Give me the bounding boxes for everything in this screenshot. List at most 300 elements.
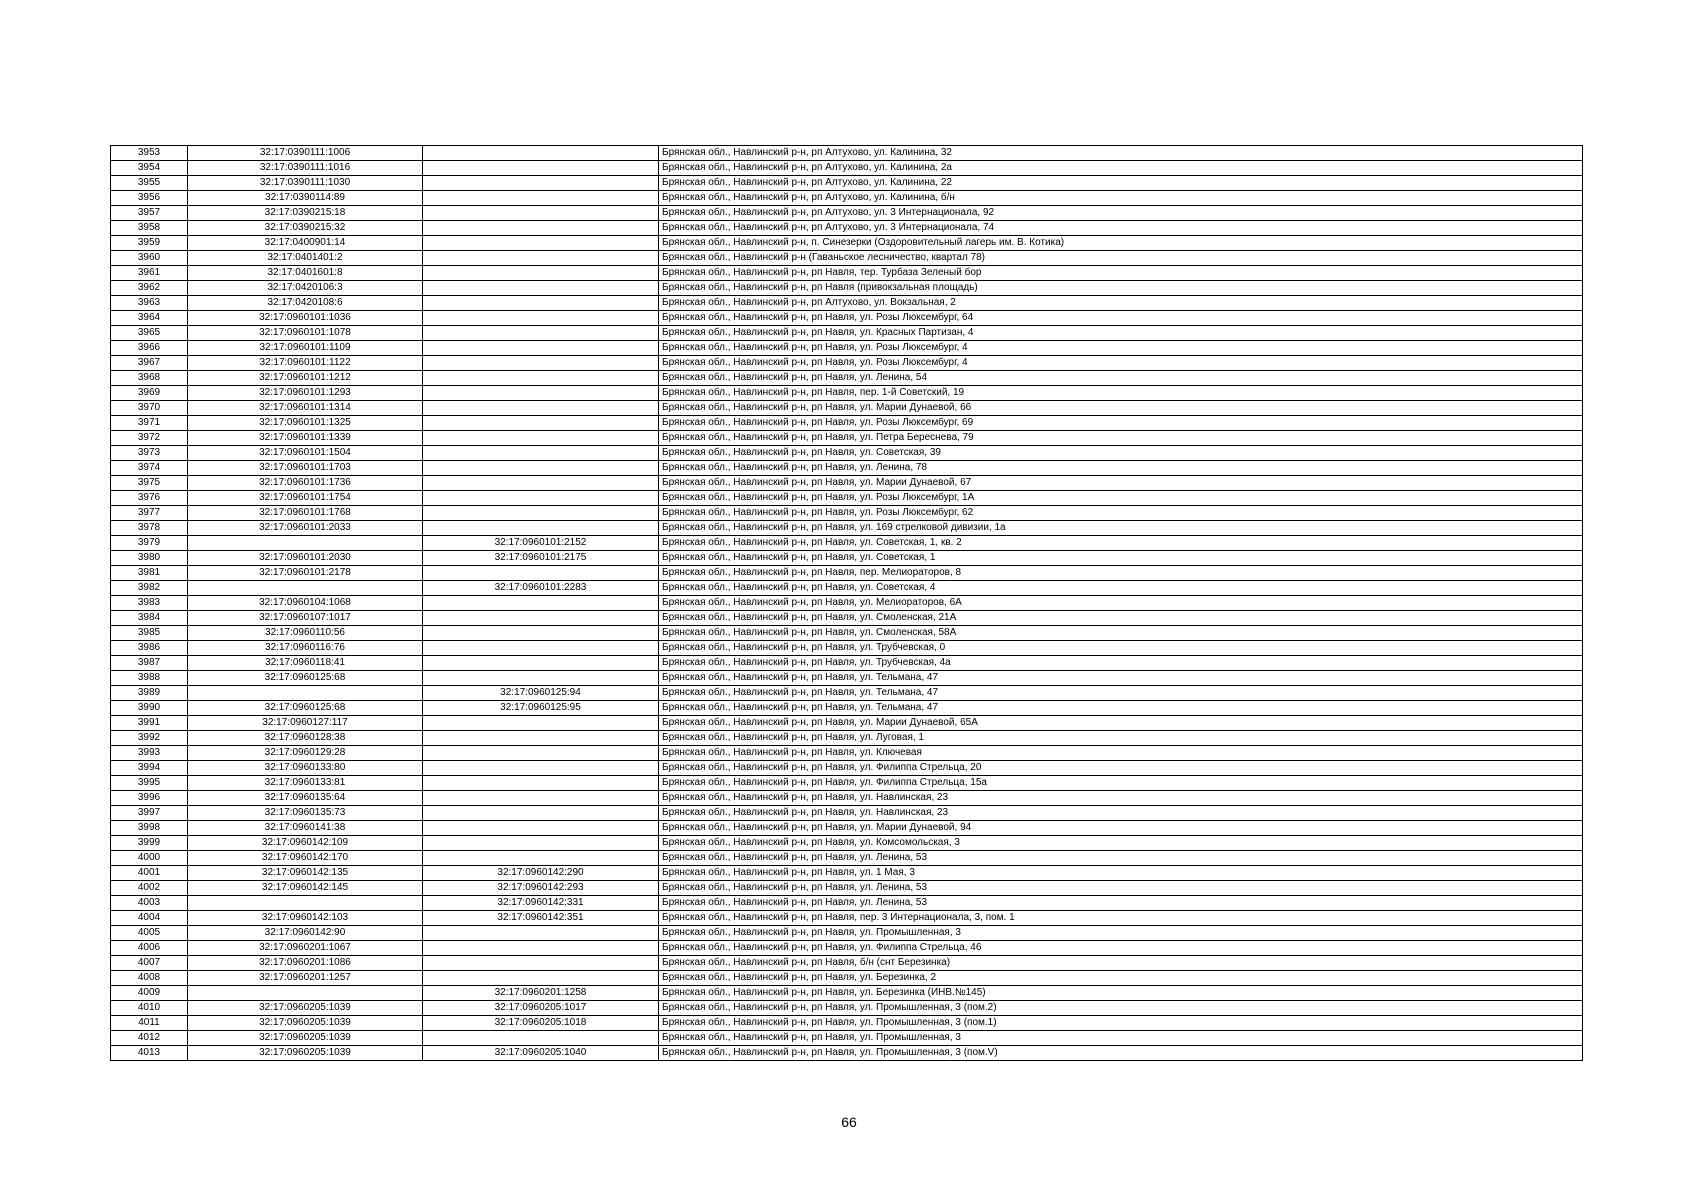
address-cell: Брянская обл., Навлинский р-н, рп Навля, ул. Ленина, 53 (659, 896, 1583, 911)
cadastral-number-cell: 32:17:0960127:117 (188, 716, 423, 731)
property-register-table (110, 145, 1583, 1061)
table-row (111, 551, 1583, 566)
table-row (111, 986, 1583, 1001)
address-cell: Брянская обл., Навлинский р-н, рп Навля, ул. Промышленная, 3 (659, 926, 1583, 941)
row-number-cell: 3964 (111, 311, 188, 326)
row-number-cell: 4009 (111, 986, 188, 1001)
premises-cadastral-number-cell (423, 941, 659, 956)
premises-cadastral-number-cell (423, 746, 659, 761)
cadastral-number-cell (188, 896, 423, 911)
premises-cadastral-number-cell (423, 761, 659, 776)
table-row (111, 611, 1583, 626)
table-row (111, 491, 1583, 506)
premises-cadastral-number-cell (423, 221, 659, 236)
cadastral-number-cell: 32:17:0960101:1768 (188, 506, 423, 521)
premises-cadastral-number-cell (423, 806, 659, 821)
property-register-body (111, 146, 1583, 1061)
cadastral-number-cell: 32:17:0960135:64 (188, 791, 423, 806)
premises-cadastral-number-cell (423, 266, 659, 281)
cadastral-number-cell: 32:17:0960129:28 (188, 746, 423, 761)
row-number-cell: 3981 (111, 566, 188, 581)
table-row (111, 431, 1583, 446)
cadastral-number-cell: 32:17:0960205:1039 (188, 1016, 423, 1031)
row-number-cell: 3994 (111, 761, 188, 776)
address-cell: Брянская обл., Навлинский р-н, рп Навля, ул. Марии Дунаевой, 66 (659, 401, 1583, 416)
address-cell: Брянская обл., Навлинский р-н, рп Навля, ул. Тельмана, 47 (659, 686, 1583, 701)
table-row (111, 701, 1583, 716)
cadastral-number-cell: 32:17:0960116:76 (188, 641, 423, 656)
row-number-cell: 3983 (111, 596, 188, 611)
premises-cadastral-number-cell: 32:17:0960205:1018 (423, 1016, 659, 1031)
premises-cadastral-number-cell (423, 671, 659, 686)
cadastral-number-cell: 32:17:0390111:1006 (188, 146, 423, 161)
address-cell: Брянская обл., Навлинский р-н, рп Навля, пер. 1-й Советский, 19 (659, 386, 1583, 401)
premises-cadastral-number-cell (423, 176, 659, 191)
row-number-cell: 3977 (111, 506, 188, 521)
cadastral-number-cell: 32:17:0960101:1122 (188, 356, 423, 371)
row-number-cell: 3971 (111, 416, 188, 431)
cadastral-number-cell (188, 581, 423, 596)
row-number-cell: 3953 (111, 146, 188, 161)
cadastral-number-cell: 32:17:0420106:3 (188, 281, 423, 296)
cadastral-number-cell: 32:17:0960201:1086 (188, 956, 423, 971)
premises-cadastral-number-cell (423, 206, 659, 221)
table-row (111, 941, 1583, 956)
address-cell: Брянская обл., Навлинский р-н, рп Навля (привокзальная площадь) (659, 281, 1583, 296)
table-row (111, 536, 1583, 551)
cadastral-number-cell: 32:17:0960101:1736 (188, 476, 423, 491)
cadastral-number-cell: 32:17:0960118:41 (188, 656, 423, 671)
cadastral-number-cell: 32:17:0960128:38 (188, 731, 423, 746)
table-row (111, 596, 1583, 611)
row-number-cell: 3992 (111, 731, 188, 746)
table-row (111, 341, 1583, 356)
cadastral-number-cell: 32:17:0420108:6 (188, 296, 423, 311)
premises-cadastral-number-cell (423, 431, 659, 446)
table-row (111, 761, 1583, 776)
table-row (111, 1046, 1583, 1061)
row-number-cell: 3970 (111, 401, 188, 416)
premises-cadastral-number-cell: 32:17:0960125:94 (423, 686, 659, 701)
row-number-cell: 3991 (111, 716, 188, 731)
premises-cadastral-number-cell (423, 626, 659, 641)
address-cell: Брянская обл., Навлинский р-н, рп Навля, ул. Ленина, 53 (659, 881, 1583, 896)
cadastral-number-cell: 32:17:0960101:1078 (188, 326, 423, 341)
row-number-cell: 3990 (111, 701, 188, 716)
premises-cadastral-number-cell (423, 971, 659, 986)
premises-cadastral-number-cell (423, 596, 659, 611)
premises-cadastral-number-cell: 32:17:0960201:1258 (423, 986, 659, 1001)
premises-cadastral-number-cell: 32:17:0960142:293 (423, 881, 659, 896)
cadastral-number-cell: 32:17:0960201:1257 (188, 971, 423, 986)
row-number-cell: 3996 (111, 791, 188, 806)
premises-cadastral-number-cell (423, 386, 659, 401)
premises-cadastral-number-cell: 32:17:0960101:2283 (423, 581, 659, 596)
row-number-cell: 3997 (111, 806, 188, 821)
row-number-cell: 4010 (111, 1001, 188, 1016)
table-row (111, 401, 1583, 416)
premises-cadastral-number-cell: 32:17:0960142:351 (423, 911, 659, 926)
row-number-cell: 3959 (111, 236, 188, 251)
address-cell: Брянская обл., Навлинский р-н, рп Алтухово, ул. 3 Интернационала, 92 (659, 206, 1583, 221)
address-cell: Брянская обл., Навлинский р-н, рп Навля, ул. Марии Дунаевой, 65А (659, 716, 1583, 731)
address-cell: Брянская обл., Навлинский р-н, рп Навля, ул. Навлинская, 23 (659, 806, 1583, 821)
premises-cadastral-number-cell (423, 641, 659, 656)
row-number-cell: 4000 (111, 851, 188, 866)
premises-cadastral-number-cell (423, 611, 659, 626)
premises-cadastral-number-cell (423, 191, 659, 206)
premises-cadastral-number-cell: 32:17:0960101:2175 (423, 551, 659, 566)
address-cell: Брянская обл., Навлинский р-н, рп Навля, ул. Тельмана, 47 (659, 701, 1583, 716)
table-row (111, 416, 1583, 431)
row-number-cell: 4002 (111, 881, 188, 896)
cadastral-number-cell: 32:17:0390114:89 (188, 191, 423, 206)
row-number-cell: 4005 (111, 926, 188, 941)
table-row (111, 356, 1583, 371)
table-row (111, 266, 1583, 281)
address-cell: Брянская обл., Навлинский р-н, рп Навля, ул. Березинка (ИНВ.№145) (659, 986, 1583, 1001)
address-cell: Брянская обл., Навлинский р-н, рп Навля, ул. Петра Береснева, 79 (659, 431, 1583, 446)
address-cell: Брянская обл., Навлинский р-н, рп Навля, ул. Марии Дунаевой, 67 (659, 476, 1583, 491)
table-row (111, 896, 1583, 911)
premises-cadastral-number-cell (423, 521, 659, 536)
address-cell: Брянская обл., Навлинский р-н, рп Алтухово, ул. Калинина, 22 (659, 176, 1583, 191)
table-row (111, 476, 1583, 491)
row-number-cell: 3962 (111, 281, 188, 296)
table-row (111, 461, 1583, 476)
address-cell: Брянская обл., Навлинский р-н, рп Навля, б/н (снт Березинка) (659, 956, 1583, 971)
address-cell: Брянская обл., Навлинский р-н, рп Алтухово, ул. Калинина, 2а (659, 161, 1583, 176)
cadastral-number-cell: 32:17:0960205:1039 (188, 1001, 423, 1016)
address-cell: Брянская обл., Навлинский р-н, рп Навля, ул. Ленина, 53 (659, 851, 1583, 866)
cadastral-number-cell: 32:17:0960101:1504 (188, 446, 423, 461)
address-cell: Брянская обл., Навлинский р-н, рп Алтухово, ул. Калинина, б/н (659, 191, 1583, 206)
premises-cadastral-number-cell (423, 281, 659, 296)
table-row (111, 836, 1583, 851)
premises-cadastral-number-cell (423, 446, 659, 461)
cadastral-number-cell: 32:17:0960101:1325 (188, 416, 423, 431)
row-number-cell: 3995 (111, 776, 188, 791)
address-cell: Брянская обл., Навлинский р-н, рп Навля, ул. Ленина, 78 (659, 461, 1583, 476)
table-row (111, 206, 1583, 221)
cadastral-number-cell: 32:17:0401401:2 (188, 251, 423, 266)
premises-cadastral-number-cell: 32:17:0960205:1017 (423, 1001, 659, 1016)
cadastral-number-cell: 32:17:0960101:1339 (188, 431, 423, 446)
address-cell: Брянская обл., Навлинский р-н, рп Алтухово, ул. Калинина, 32 (659, 146, 1583, 161)
address-cell: Брянская обл., Навлинский р-н, рп Навля, ул. Советская, 39 (659, 446, 1583, 461)
address-cell: Брянская обл., Навлинский р-н, п. Синезерки (Оздоровительный лагерь им. В. Котика) (659, 236, 1583, 251)
address-cell: Брянская обл., Навлинский р-н, рп Навля, ул. 169 стрелковой дивизии, 1а (659, 521, 1583, 536)
table-row (111, 746, 1583, 761)
table-row (111, 926, 1583, 941)
table-row (111, 566, 1583, 581)
premises-cadastral-number-cell (423, 416, 659, 431)
cadastral-number-cell: 32:17:0960135:73 (188, 806, 423, 821)
cadastral-number-cell: 32:17:0960125:68 (188, 671, 423, 686)
premises-cadastral-number-cell (423, 956, 659, 971)
table-row (111, 1001, 1583, 1016)
premises-cadastral-number-cell: 32:17:0960142:290 (423, 866, 659, 881)
cadastral-number-cell: 32:17:0960142:103 (188, 911, 423, 926)
row-number-cell: 4004 (111, 911, 188, 926)
cadastral-number-cell: 32:17:0960133:81 (188, 776, 423, 791)
table-row (111, 881, 1583, 896)
cadastral-number-cell: 32:17:0960101:1754 (188, 491, 423, 506)
cadastral-number-cell: 32:17:0960101:1293 (188, 386, 423, 401)
address-cell: Брянская обл., Навлинский р-н, рп Навля, ул. Комсомольская, 3 (659, 836, 1583, 851)
address-cell: Брянская обл., Навлинский р-н, рп Навля, ул. 1 Мая, 3 (659, 866, 1583, 881)
premises-cadastral-number-cell (423, 326, 659, 341)
address-cell: Брянская обл., Навлинский р-н, рп Навля, ул. Ленина, 54 (659, 371, 1583, 386)
row-number-cell: 3979 (111, 536, 188, 551)
cadastral-number-cell: 32:17:0960133:80 (188, 761, 423, 776)
cadastral-number-cell: 32:17:0390215:18 (188, 206, 423, 221)
premises-cadastral-number-cell (423, 476, 659, 491)
cadastral-number-cell: 32:17:0960101:1036 (188, 311, 423, 326)
cadastral-number-cell: 32:17:0960141:38 (188, 821, 423, 836)
row-number-cell: 3985 (111, 626, 188, 641)
cadastral-number-cell: 32:17:0960205:1039 (188, 1046, 423, 1061)
cadastral-number-cell: 32:17:0390111:1016 (188, 161, 423, 176)
premises-cadastral-number-cell (423, 161, 659, 176)
row-number-cell: 3980 (111, 551, 188, 566)
cadastral-number-cell (188, 686, 423, 701)
row-number-cell: 3987 (111, 656, 188, 671)
address-cell: Брянская обл., Навлинский р-н, рп Навля, ул. Розы Люксембург, 4 (659, 356, 1583, 371)
premises-cadastral-number-cell (423, 146, 659, 161)
premises-cadastral-number-cell (423, 401, 659, 416)
row-number-cell: 3968 (111, 371, 188, 386)
premises-cadastral-number-cell (423, 251, 659, 266)
table-row (111, 806, 1583, 821)
table-row (111, 656, 1583, 671)
address-cell: Брянская обл., Навлинский р-н, рп Навля, ул. Луговая, 1 (659, 731, 1583, 746)
premises-cadastral-number-cell (423, 371, 659, 386)
premises-cadastral-number-cell (423, 356, 659, 371)
row-number-cell: 4007 (111, 956, 188, 971)
cadastral-number-cell: 32:17:0401601:8 (188, 266, 423, 281)
row-number-cell: 3999 (111, 836, 188, 851)
row-number-cell: 3954 (111, 161, 188, 176)
address-cell: Брянская обл., Навлинский р-н, рп Алтухово, ул. 3 Интернационала, 74 (659, 221, 1583, 236)
premises-cadastral-number-cell (423, 776, 659, 791)
table-row (111, 581, 1583, 596)
cadastral-number-cell: 32:17:0960101:1212 (188, 371, 423, 386)
table-row (111, 146, 1583, 161)
cadastral-number-cell (188, 986, 423, 1001)
cadastral-number-cell: 32:17:0960101:2178 (188, 566, 423, 581)
row-number-cell: 3966 (111, 341, 188, 356)
table-row (111, 281, 1583, 296)
table-row (111, 221, 1583, 236)
table-row (111, 971, 1583, 986)
premises-cadastral-number-cell: 32:17:0960205:1040 (423, 1046, 659, 1061)
address-cell: Брянская обл., Навлинский р-н, рп Навля, ул. Филиппа Стрельца, 46 (659, 941, 1583, 956)
row-number-cell: 3982 (111, 581, 188, 596)
row-number-cell: 4006 (111, 941, 188, 956)
premises-cadastral-number-cell (423, 1031, 659, 1046)
cadastral-number-cell: 32:17:0960142:135 (188, 866, 423, 881)
table-row (111, 176, 1583, 191)
address-cell: Брянская обл., Навлинский р-н, рп Навля, ул. Советская, 1 (659, 551, 1583, 566)
table-row (111, 386, 1583, 401)
row-number-cell: 4001 (111, 866, 188, 881)
address-cell: Брянская обл., Навлинский р-н, рп Навля, ул. Смоленская, 21А (659, 611, 1583, 626)
cadastral-number-cell: 32:17:0390111:1030 (188, 176, 423, 191)
row-number-cell: 3975 (111, 476, 188, 491)
address-cell: Брянская обл., Навлинский р-н, рп Навля, ул. Промышленная, 3 (пом.V) (659, 1046, 1583, 1061)
table-row (111, 191, 1583, 206)
address-cell: Брянская обл., Навлинский р-н, рп Навля, ул. Марии Дунаевой, 94 (659, 821, 1583, 836)
table-row (111, 326, 1583, 341)
table-row (111, 371, 1583, 386)
row-number-cell: 3989 (111, 686, 188, 701)
premises-cadastral-number-cell (423, 461, 659, 476)
table-row (111, 641, 1583, 656)
row-number-cell: 3986 (111, 641, 188, 656)
row-number-cell: 3976 (111, 491, 188, 506)
address-cell: Брянская обл., Навлинский р-н, рп Навля, пер. 3 Интернационала, 3, пом. 1 (659, 911, 1583, 926)
premises-cadastral-number-cell (423, 311, 659, 326)
row-number-cell: 3972 (111, 431, 188, 446)
cadastral-number-cell: 32:17:0960142:170 (188, 851, 423, 866)
address-cell: Брянская обл., Навлинский р-н, рп Навля, ул. Березинка, 2 (659, 971, 1583, 986)
cadastral-number-cell: 32:17:0960142:109 (188, 836, 423, 851)
row-number-cell: 3960 (111, 251, 188, 266)
table-row (111, 251, 1583, 266)
table-row (111, 161, 1583, 176)
row-number-cell: 4008 (111, 971, 188, 986)
table-row (111, 791, 1583, 806)
address-cell: Брянская обл., Навлинский р-н, рп Навля, ул. Красных Партизан, 4 (659, 326, 1583, 341)
row-number-cell: 4011 (111, 1016, 188, 1031)
premises-cadastral-number-cell (423, 851, 659, 866)
row-number-cell: 3967 (111, 356, 188, 371)
row-number-cell: 3961 (111, 266, 188, 281)
table-row (111, 446, 1583, 461)
address-cell: Брянская обл., Навлинский р-н, рп Навля, ул. Розы Люксембург, 69 (659, 416, 1583, 431)
row-number-cell: 4012 (111, 1031, 188, 1046)
cadastral-number-cell: 32:17:0960101:1703 (188, 461, 423, 476)
cadastral-number-cell: 32:17:0960142:90 (188, 926, 423, 941)
address-cell: Брянская обл., Навлинский р-н, рп Навля, ул. Советская, 1, кв. 2 (659, 536, 1583, 551)
row-number-cell: 4003 (111, 896, 188, 911)
table-row (111, 296, 1583, 311)
address-cell: Брянская обл., Навлинский р-н, рп Навля, ул. Розы Люксембург, 4 (659, 341, 1583, 356)
address-cell: Брянская обл., Навлинский р-н, рп Навля, ул. Трубчевская, 0 (659, 641, 1583, 656)
address-cell: Брянская обл., Навлинский р-н (Гаваньское лесничество, квартал 78) (659, 251, 1583, 266)
cadastral-number-cell: 32:17:0960205:1039 (188, 1031, 423, 1046)
premises-cadastral-number-cell (423, 491, 659, 506)
table-row (111, 506, 1583, 521)
cadastral-number-cell: 32:17:0960101:1314 (188, 401, 423, 416)
cadastral-number-cell: 32:17:0400901:14 (188, 236, 423, 251)
address-cell: Брянская обл., Навлинский р-н, рп Навля, ул. Розы Люксембург, 62 (659, 506, 1583, 521)
table-row (111, 311, 1583, 326)
table-row (111, 821, 1583, 836)
cadastral-number-cell: 32:17:0960101:1109 (188, 341, 423, 356)
table-row (111, 911, 1583, 926)
premises-cadastral-number-cell (423, 821, 659, 836)
address-cell: Брянская обл., Навлинский р-н, рп Алтухово, ул. Вокзальная, 2 (659, 296, 1583, 311)
address-cell: Брянская обл., Навлинский р-н, рп Навля, ул. Мелиораторов, 6А (659, 596, 1583, 611)
address-cell: Брянская обл., Навлинский р-н, рп Навля, ул. Промышленная, 3 (пом.2) (659, 1001, 1583, 1016)
premises-cadastral-number-cell (423, 566, 659, 581)
table-row (111, 1016, 1583, 1031)
premises-cadastral-number-cell (423, 236, 659, 251)
premises-cadastral-number-cell (423, 656, 659, 671)
address-cell: Брянская обл., Навлинский р-н, рп Навля, ул. Промышленная, 3 (пом.1) (659, 1016, 1583, 1031)
address-cell: Брянская обл., Навлинский р-н, рп Навля, ул. Розы Люксембург, 1А (659, 491, 1583, 506)
table-row (111, 1031, 1583, 1046)
premises-cadastral-number-cell: 32:17:0960142:331 (423, 896, 659, 911)
address-cell: Брянская обл., Навлинский р-н, рп Навля, ул. Тельмана, 47 (659, 671, 1583, 686)
table-row (111, 716, 1583, 731)
address-cell: Брянская обл., Навлинский р-н, рп Навля, ул. Навлинская, 23 (659, 791, 1583, 806)
address-cell: Брянская обл., Навлинский р-н, рп Навля, ул. Филиппа Стрельца, 20 (659, 761, 1583, 776)
address-cell: Брянская обл., Навлинский р-н, рп Навля, пер. Мелиораторов, 8 (659, 566, 1583, 581)
address-cell: Брянская обл., Навлинский р-н, рп Навля, ул. Ключевая (659, 746, 1583, 761)
cadastral-number-cell: 32:17:0960201:1067 (188, 941, 423, 956)
table-row (111, 686, 1583, 701)
address-cell: Брянская обл., Навлинский р-н, рп Навля, ул. Промышленная, 3 (659, 1031, 1583, 1046)
table-row (111, 956, 1583, 971)
row-number-cell: 3974 (111, 461, 188, 476)
row-number-cell: 3978 (111, 521, 188, 536)
row-number-cell: 3956 (111, 191, 188, 206)
premises-cadastral-number-cell (423, 296, 659, 311)
address-cell: Брянская обл., Навлинский р-н, рп Навля, ул. Смоленская, 58А (659, 626, 1583, 641)
premises-cadastral-number-cell (423, 716, 659, 731)
page-number: 66 (841, 1114, 857, 1130)
row-number-cell: 3988 (111, 671, 188, 686)
table-row (111, 731, 1583, 746)
table-row (111, 236, 1583, 251)
premises-cadastral-number-cell (423, 341, 659, 356)
premises-cadastral-number-cell (423, 836, 659, 851)
premises-cadastral-number-cell (423, 791, 659, 806)
table-row (111, 671, 1583, 686)
cadastral-number-cell: 32:17:0960110:56 (188, 626, 423, 641)
row-number-cell: 3984 (111, 611, 188, 626)
cadastral-number-cell (188, 536, 423, 551)
address-cell: Брянская обл., Навлинский р-н, рп Навля, ул. Розы Люксембург, 64 (659, 311, 1583, 326)
premises-cadastral-number-cell (423, 926, 659, 941)
address-cell: Брянская обл., Навлинский р-н, рп Навля, ул. Трубчевская, 4а (659, 656, 1583, 671)
cadastral-number-cell: 32:17:0960142:145 (188, 881, 423, 896)
table-row (111, 776, 1583, 791)
cadastral-number-cell: 32:17:0960101:2033 (188, 521, 423, 536)
premises-cadastral-number-cell: 32:17:0960101:2152 (423, 536, 659, 551)
address-cell: Брянская обл., Навлинский р-н, рп Навля, тер. Турбаза Зеленый бор (659, 266, 1583, 281)
row-number-cell: 4013 (111, 1046, 188, 1061)
row-number-cell: 3993 (111, 746, 188, 761)
cadastral-number-cell: 32:17:0960104:1068 (188, 596, 423, 611)
row-number-cell: 3963 (111, 296, 188, 311)
cadastral-number-cell: 32:17:0960125:68 (188, 701, 423, 716)
cadastral-number-cell: 32:17:0960101:2030 (188, 551, 423, 566)
cadastral-number-cell: 32:17:0960107:1017 (188, 611, 423, 626)
table-row (111, 626, 1583, 641)
row-number-cell: 3973 (111, 446, 188, 461)
row-number-cell: 3998 (111, 821, 188, 836)
premises-cadastral-number-cell (423, 731, 659, 746)
table-row (111, 521, 1583, 536)
premises-cadastral-number-cell: 32:17:0960125:95 (423, 701, 659, 716)
cadastral-number-cell: 32:17:0390215:32 (188, 221, 423, 236)
address-cell: Брянская обл., Навлинский р-н, рп Навля, ул. Советская, 4 (659, 581, 1583, 596)
table-row (111, 866, 1583, 881)
